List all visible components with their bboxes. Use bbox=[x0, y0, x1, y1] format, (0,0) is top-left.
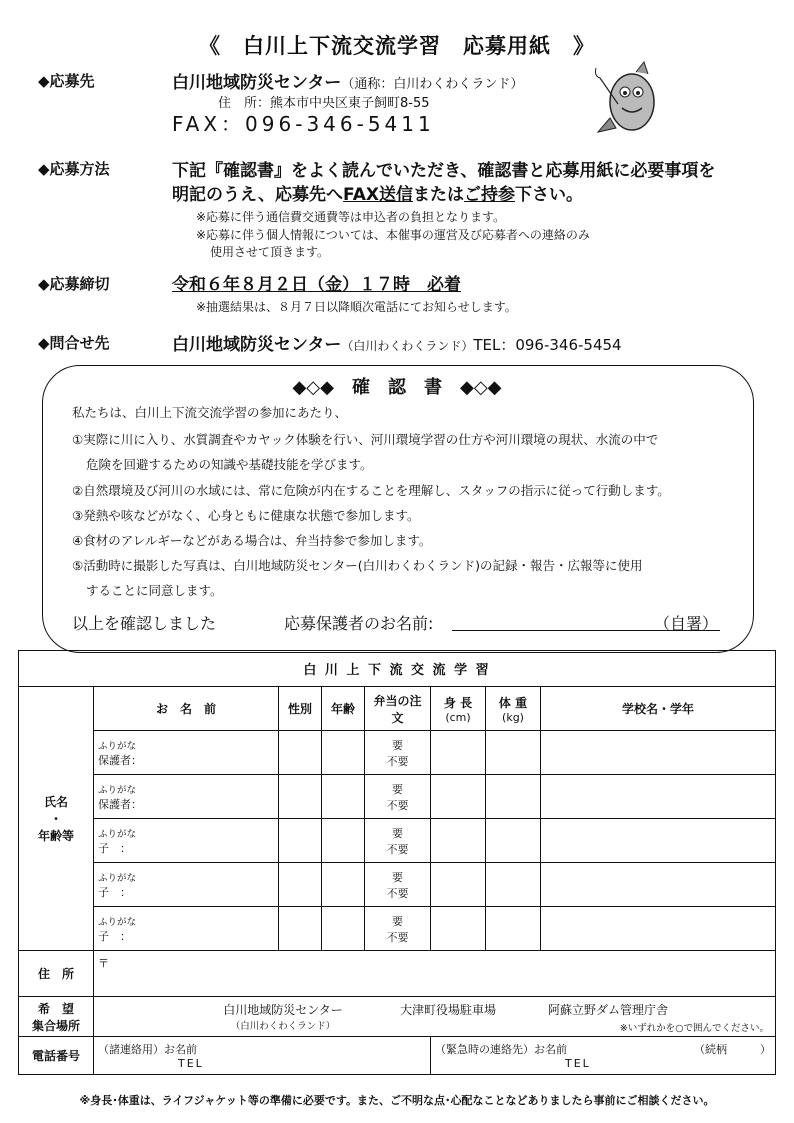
method-bring: ご持参 bbox=[463, 185, 515, 205]
side-label-2: ・ bbox=[49, 812, 62, 826]
weight-cell[interactable] bbox=[486, 775, 541, 819]
footer-note: ※身長･体重は、ライフジャケット等の準備に必要です。また、ご不明な点･心配なことなどありましたら事前にご相談ください。 bbox=[79, 1094, 715, 1107]
bento-noneed: 不要 bbox=[386, 886, 409, 900]
age-cell[interactable] bbox=[322, 731, 365, 775]
confirmation-item-4: ④食材のアレルギーなどがある場合は、弁当持参で参加します。 bbox=[72, 533, 432, 548]
confirmation-item-5a: ⑤活動時に撮影した写真は、白川地域防災センター(白川わくわくランド)の記録・報告・広報等に使用 bbox=[72, 558, 643, 573]
contact-tel: TEL：096-346-5454 bbox=[473, 336, 622, 354]
page-title: 《 白川上下流交流学習 応募用紙 》 bbox=[199, 34, 595, 58]
contact-name: 白川地域防災センター bbox=[172, 335, 342, 355]
signature-suffix: （自署） bbox=[654, 614, 719, 633]
header-bento: 弁当の注 文 bbox=[365, 687, 431, 731]
bento-noneed: 不要 bbox=[386, 930, 409, 944]
phone1-tel: TEL bbox=[178, 1057, 204, 1070]
header-weight bbox=[486, 687, 541, 731]
apply-to-label: ◆応募先 bbox=[38, 72, 95, 90]
person-label: 保護者： bbox=[98, 753, 142, 767]
name-cell[interactable] bbox=[94, 819, 279, 863]
apply-to-address: 住 所：熊本市中央区東子飼町8-55 bbox=[218, 96, 430, 111]
school-cell[interactable] bbox=[541, 819, 776, 863]
method-fax: FAX送信 bbox=[343, 185, 413, 205]
table-row bbox=[19, 731, 776, 775]
header-age: 年齢 bbox=[322, 687, 365, 731]
height-cell[interactable] bbox=[431, 863, 486, 907]
phone2-label: （緊急時の連絡先）お名前 bbox=[435, 1043, 567, 1056]
table-row bbox=[19, 863, 776, 907]
method-line2-c: または bbox=[412, 185, 464, 205]
meeting-note: ※いずれかを○で囲んでください。 bbox=[619, 1023, 769, 1034]
person-label: 子 ： bbox=[98, 841, 131, 855]
age-cell[interactable] bbox=[322, 907, 365, 951]
weight-cell[interactable] bbox=[486, 863, 541, 907]
address-label: 住 所 bbox=[19, 951, 94, 997]
phone2-tel: TEL bbox=[565, 1057, 591, 1070]
application-table bbox=[18, 650, 776, 1075]
height-cell[interactable] bbox=[431, 819, 486, 863]
mascot-fish-illustration bbox=[592, 58, 666, 140]
meeting-label-2: 集合場所 bbox=[31, 1018, 80, 1033]
table-title: 白 川 上 下 流 交 流 学 習 bbox=[19, 651, 776, 687]
bento-need: 要 bbox=[392, 738, 403, 752]
bento-need: 要 bbox=[392, 870, 403, 884]
name-cell[interactable] bbox=[94, 775, 279, 819]
header-weight-unit: (kg) bbox=[502, 710, 524, 724]
name-cell[interactable] bbox=[94, 863, 279, 907]
age-cell[interactable] bbox=[322, 863, 365, 907]
side-label-3: 年齢等 bbox=[37, 829, 74, 843]
header-school: 学校名・学年 bbox=[541, 687, 776, 731]
method-line1: 下記『確認書』をよく読んでいただき、確認書と応募用紙に必要事項を bbox=[172, 161, 716, 181]
height-cell[interactable] bbox=[431, 775, 486, 819]
method-line2-a: 明記のうえ、応募先へ bbox=[172, 185, 344, 205]
method-line2 bbox=[172, 180, 583, 205]
furigana-label: ふりがな bbox=[98, 740, 137, 752]
table-row bbox=[19, 819, 776, 863]
name-cell[interactable] bbox=[94, 907, 279, 951]
header-height-unit: (cm) bbox=[445, 710, 471, 724]
bento-need: 要 bbox=[392, 826, 403, 840]
age-cell[interactable] bbox=[322, 819, 365, 863]
bento-need: 要 bbox=[392, 914, 403, 928]
header-weight-label: 体 重 bbox=[498, 695, 528, 710]
phone-label: 電話番号 bbox=[19, 1037, 94, 1075]
apply-to-line bbox=[172, 68, 523, 93]
meeting-option-2[interactable]: 大津町役場駐車場 bbox=[399, 1003, 496, 1017]
gender-cell[interactable] bbox=[279, 863, 322, 907]
bento-cell[interactable] bbox=[365, 863, 431, 907]
person-label: 子 ： bbox=[98, 885, 131, 899]
meeting-option-1-label: 白川地域防災センター bbox=[223, 1003, 343, 1017]
person-label: 子 ： bbox=[98, 929, 131, 943]
bento-noneed: 不要 bbox=[386, 754, 409, 768]
apply-to-nickname: （通称：白川わくわくランド） bbox=[341, 77, 524, 92]
table-row bbox=[19, 907, 776, 951]
bento-cell[interactable] bbox=[365, 731, 431, 775]
meeting-label-1: 希 望 bbox=[37, 1001, 74, 1016]
phone2-relation: （続柄 ） bbox=[694, 1043, 771, 1056]
name-cell[interactable] bbox=[94, 731, 279, 775]
phone-contact-2[interactable] bbox=[431, 1037, 776, 1075]
fax-number: FAX：096-346-5411 bbox=[172, 112, 435, 136]
bento-cell[interactable] bbox=[365, 775, 431, 819]
name-age-side-label bbox=[19, 687, 94, 951]
bento-cell[interactable] bbox=[365, 819, 431, 863]
method-note2: ※応募に伴う個人情報については、本催事の運営及び応募者への連絡のみ bbox=[196, 228, 590, 242]
apply-to-name: 白川地域防災センター bbox=[172, 73, 342, 93]
contact-line bbox=[172, 330, 622, 355]
side-label-1: 氏名 bbox=[43, 795, 68, 809]
phone1-label: （諸連絡用）お名前 bbox=[98, 1043, 197, 1056]
school-cell[interactable] bbox=[541, 907, 776, 951]
height-cell[interactable] bbox=[431, 731, 486, 775]
deadline-note: ※抽選結果は、８月７日以降順次電話にてお知らせします。 bbox=[196, 300, 517, 314]
height-cell[interactable] bbox=[431, 907, 486, 951]
signature-label: 応募保護者のお名前: bbox=[284, 614, 434, 633]
gender-cell[interactable] bbox=[279, 731, 322, 775]
method-line2-e: 下さい。 bbox=[514, 185, 583, 205]
contact-label: ◆問合せ先 bbox=[38, 334, 110, 352]
furigana-label: ふりがな bbox=[98, 916, 137, 928]
weight-cell[interactable] bbox=[486, 819, 541, 863]
gender-cell[interactable] bbox=[279, 907, 322, 951]
bento-noneed: 不要 bbox=[386, 798, 409, 812]
gender-cell[interactable] bbox=[279, 819, 322, 863]
postal-mark: 〒 bbox=[98, 957, 109, 970]
method-label: ◆応募方法 bbox=[38, 160, 110, 178]
furigana-label: ふりがな bbox=[98, 784, 137, 796]
age-cell[interactable] bbox=[322, 775, 365, 819]
bento-noneed: 不要 bbox=[386, 842, 409, 856]
meeting-option-1-sub: （白川わくわくランド） bbox=[230, 1021, 336, 1032]
bento-need: 要 bbox=[392, 782, 403, 796]
deadline-value: 令和６年８月２日（金）１７時 必着 bbox=[172, 275, 461, 295]
weight-cell[interactable] bbox=[486, 907, 541, 951]
school-cell[interactable] bbox=[541, 775, 776, 819]
header-height-label: 身 長 bbox=[443, 695, 473, 710]
confirmation-intro: 私たちは、白川上下流交流学習の参加にあたり、 bbox=[72, 405, 348, 420]
furigana-label: ふりがな bbox=[98, 828, 137, 840]
meeting-place-options[interactable] bbox=[94, 997, 776, 1037]
confirmation-item-1b: 危険を回避するための知識や基礎技能を学びます。 bbox=[86, 457, 373, 472]
confirmation-title: ◆◇◆ 確 認 書 ◆◇◆ bbox=[292, 377, 502, 398]
method-note1: ※応募に伴う通信費交通費等は申込者の負担となります。 bbox=[196, 210, 506, 224]
phone-contact-1[interactable] bbox=[94, 1037, 431, 1075]
confirmation-item-2: ②自然環境及び河川の水域には、常に危険が内在することを理解し、スタッフの指示に従って行動します。 bbox=[72, 483, 670, 498]
contact-sub: （白川わくわくランド） bbox=[341, 339, 474, 353]
meeting-place-label bbox=[19, 997, 94, 1037]
meeting-option-3[interactable]: 阿蘇立野ダム管理庁舎 bbox=[547, 1003, 668, 1017]
confirmation-item-1a: ①実際に川に入り、水質調査やカヤック体験を行い、河川環境学習の仕方や河川環境の現状、水流の中で bbox=[72, 432, 659, 447]
method-note3: 使用させて頂きます。 bbox=[210, 245, 330, 259]
furigana-label: ふりがな bbox=[98, 872, 137, 884]
deadline-label: ◆応募締切 bbox=[38, 275, 110, 293]
person-label: 保護者： bbox=[98, 797, 142, 811]
header-height bbox=[431, 687, 486, 731]
bento-cell[interactable] bbox=[365, 907, 431, 951]
weight-cell[interactable] bbox=[486, 731, 541, 775]
gender-cell[interactable] bbox=[279, 775, 322, 819]
meeting-option-1[interactable] bbox=[198, 1001, 368, 1032]
confirmation-agree: 以上を確認しました bbox=[72, 614, 217, 633]
confirmation-item-5b: することに同意します。 bbox=[86, 583, 223, 598]
table-row bbox=[19, 775, 776, 819]
confirmation-item-3: ③発熱や咳などがなく、心身ともに健康な状態で参加します。 bbox=[72, 508, 420, 523]
header-gender: 性別 bbox=[279, 687, 322, 731]
school-cell[interactable] bbox=[541, 863, 776, 907]
header-name: お 名 前 bbox=[94, 687, 279, 731]
address-field[interactable] bbox=[94, 951, 776, 997]
school-cell[interactable] bbox=[541, 731, 776, 775]
